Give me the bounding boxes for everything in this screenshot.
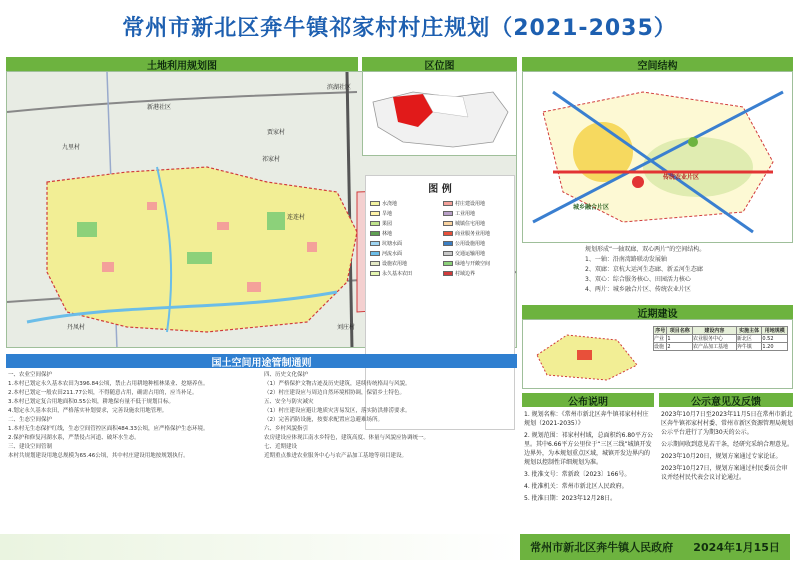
legend-title: 图 例 [428,184,452,195]
recent-th-4: 用地规模 [762,327,788,335]
map-label-jiayan: 贾家村 [267,129,286,136]
legend-label: 河流水面 [382,250,403,257]
legend-label: 水浇地 [382,200,398,207]
location-title: 区位图 [424,60,455,72]
legend-item [370,219,437,227]
controls-line: 三、建设空间管制 [8,444,53,450]
legend-label: 果园 [382,220,393,227]
legend-swatch [370,201,380,206]
controls-line: 2.本村已划定一般农田211.77公顷，不得随意占用，确需占用的，应当补足。 [8,390,198,396]
controls-line: 六、乡村风貌指引 [264,426,309,432]
notice-line: 3. 批准文号：常新政〔2023〕166号。 [524,471,631,478]
legend-item [443,199,510,207]
controls-line: 五、安全与防灾减灾 [264,399,314,405]
legend-item [443,249,510,257]
controls-line: 一、农业空间保护 [8,372,53,378]
controls-line: 1.本村已划定永久基本农田为396.84公顷，禁止占用耕地种植林果业、挖塘养鱼。 [8,381,209,387]
recent-map [527,325,647,385]
structure-legend [585,245,790,300]
feedback-line: 公示期间收到意见若干条，经研究采纳合理意见。 [661,441,794,448]
feedback-line: 2023年10月27日，规划方案通过村民委员会审议并经村民代表会议讨论通过。 [661,465,788,481]
legend-label: 城镇住宅用地 [455,220,486,227]
legend-swatch [443,241,453,246]
page-title: 常州市新北区奔牛镇祁家村村庄规划（2021-2035） [122,15,677,41]
table-row [654,343,788,351]
legend-label: 坑塘水面 [382,240,403,247]
structure-item-4: 4、两片：城乡融合片区、传统农业片区 [585,286,691,293]
controls-line: （2）村庄建设应与周边自然环境相协调，保留乡土特色。 [264,390,406,396]
feedback-body [661,410,793,530]
legend-item [443,259,510,267]
recent-title: 近期建设 [637,308,678,320]
legend-swatch [370,241,380,246]
controls-line: （2）完善消防设施，按要求配置应急避难场所。 [264,417,384,423]
controls-line: 近期重点推进农业服务中心与农产品加工基地等项目建设。 [264,453,408,459]
legend-item [443,209,510,217]
legend-swatch [370,261,380,266]
structure-item-3: 3、双心：综合服务核心、田园活力核心 [585,276,691,283]
legend-label: 旱地 [382,210,393,217]
footer-org: 常州市新北区奔牛镇人民政府 [530,541,674,554]
controls-title: 国土空间用途管制通则 [211,357,312,369]
map-label-danfeng: 丹凤村 [67,324,86,331]
recent-th-1: 项目名称 [667,327,693,335]
legend-swatch [443,271,453,276]
recent-cell: 1 [667,335,693,343]
legend-swatch [370,231,380,236]
recent-cell: 农产品加工基地 [692,343,736,351]
legend-item [370,239,437,247]
legend-swatch [443,251,453,256]
legend-swatch [443,261,453,266]
legend-item [370,259,437,267]
recent-cell: 0.52 [762,335,788,343]
map-label-jiuli: 九里村 [62,144,81,151]
notice-header [522,393,654,407]
controls-col-2 [264,371,516,531]
structure-map[interactable] [522,71,793,243]
zone-a-label: 城乡融合片区 [573,204,610,211]
legend-grid [370,199,510,277]
recent-th-3: 实施主体 [736,327,762,335]
legend-label: 村庄建设用地 [455,200,486,207]
notice-line: 4. 批准机关：常州市新北区人民政府。 [524,483,628,490]
legend-swatch [370,211,380,216]
notice-title: 公布说明 [568,396,608,408]
controls-line: （1）严格保护文物古迹及历史建筑，延续传统格局与风貌。 [264,381,411,387]
footer-date: 2024年1月15日 [693,541,780,554]
controls-line: 本村共规划建设用地总规模为65.46公顷，其中村庄建设用地按规划执行。 [8,453,189,459]
location-header [362,57,517,71]
legend-item [443,269,510,277]
notice-line: 2. 规划范围：祁家村村域，总面积约6.80平方公里。其中6.66平方公里位于“三区三线”城镇开发边界外，为本规划重点区域，城镇开发边界内的规划以控制性详细规划为准。 [524,432,653,466]
legend-label: 绿地与开敞空间 [455,260,491,267]
structure-map-svg [523,72,793,243]
location-map[interactable] [362,71,517,156]
recent-header [522,305,793,319]
recent-th-2: 建设内容 [692,327,736,335]
feedback-header [659,393,793,407]
legend-item [370,249,437,257]
map-label-qijia: 祁家村 [262,156,281,163]
table-row [654,335,788,343]
recent-th-0: 序号 [655,328,666,334]
notice-body [524,410,654,530]
recent-cell: 设施 [654,343,667,351]
legend-label: 设施农用地 [382,260,408,267]
legend-label: 永久基本农田 [382,270,413,277]
legend-item [370,199,437,207]
feedback-title: 公示意见及反馈 [691,396,761,408]
feedback-line: 2023年10月7日至2023年11月5日在常州市新北区奔牛镇祁家村村委、常州市新区资源管理局规划公示平台进行了为期30天的公示。 [661,411,794,436]
controls-line: 2.保护和修复河湖水系，严禁侵占河道、破坏水生态。 [8,435,140,441]
structure-title: 空间结构 [637,60,678,72]
recent-table [653,326,788,351]
legend-label: 林地 [382,230,393,237]
structure-item-2: 2、双廊：京杭大运河生态廊、新孟河生态廊 [585,266,703,273]
legend-swatch [443,201,453,206]
structure-header [522,57,793,71]
controls-line: 3.本村已划定复合用地面积0.55公顷，耕地保有量不低于规划目标。 [8,399,174,405]
recent-table-header [654,327,788,335]
zone-b-label: 传统农业片区 [663,174,700,181]
location-map-svg [363,72,517,156]
legend-swatch [370,251,380,256]
notice-line: 1. 规划名称：《常州市新北区奔牛镇祁家村村庄规划（2021-2035）》 [524,411,649,427]
legend-swatch [370,271,380,276]
controls-line: 农房建设应体现江南水乡特色，建筑高度、体量与风貌应协调统一。 [264,435,430,441]
footer [520,534,790,560]
legend-label: 村域边界 [455,270,476,277]
legend-label: 公用设施用地 [455,240,486,247]
legend-item [443,229,510,237]
recent-cell: 新北区 [736,335,762,343]
footer-decor [0,534,520,560]
recent-cell: 1.20 [762,343,788,351]
structure-item-1: 1、一轴：沿南湾路联动发展轴 [585,256,667,263]
legend-label: 工业用地 [455,210,476,217]
notice-line: 5. 批准日期：2023年12月28日。 [524,495,617,502]
legend-swatch [370,221,380,226]
map-label-liuzhuang: 刘庄村 [337,324,356,331]
recent-cell: 2 [667,343,693,351]
legend-label: 商业服务业用地 [455,230,491,237]
legend-item [370,269,437,277]
feedback-line: 2023年10月20日，规划方案通过专家论证。 [661,453,782,460]
controls-line: 二、生态空间保护 [8,417,53,423]
controls-line: 4.划定永久基本农田，严格落实补划要求，完善设施农用地管理。 [8,408,168,414]
recent-cell: 农业服务中心 [692,335,736,343]
legend-item [370,229,437,237]
recent-cell: 奔牛镇 [736,343,762,351]
legend-swatch [443,211,453,216]
controls-line: 七、近期建设 [264,444,298,450]
controls-line: （1）村庄建设应避让地质灾害易发区，落实防洪排涝要求。 [264,408,411,414]
legend-swatch [443,231,453,236]
legend-swatch [443,221,453,226]
structure-summary: 规划形成“一轴双廊、双心两片”的空间结构。 [585,246,706,253]
map-label-lianqiao: 连连村 [287,214,306,221]
legend-label: 交通运输用地 [455,250,486,257]
land-use-header [6,57,358,71]
legend-item [443,239,510,247]
legend-item [370,209,437,217]
legend-item [443,219,510,227]
controls-col-1 [8,371,258,531]
map-label-kuanghe: 滨湖社区 [327,84,352,91]
controls-header [6,354,517,368]
recent-panel [522,319,793,389]
controls-line: 1.本村无生态保护红线，生态空间管控区面积484.33公顷，应严格保护生态环境。 [8,426,209,432]
map-label-jinggang: 新港社区 [147,104,172,111]
land-use-title: 土地利用规划图 [147,60,217,72]
recent-cell: 产业 [654,335,667,343]
controls-line: 四、历史文化保护 [264,372,309,378]
